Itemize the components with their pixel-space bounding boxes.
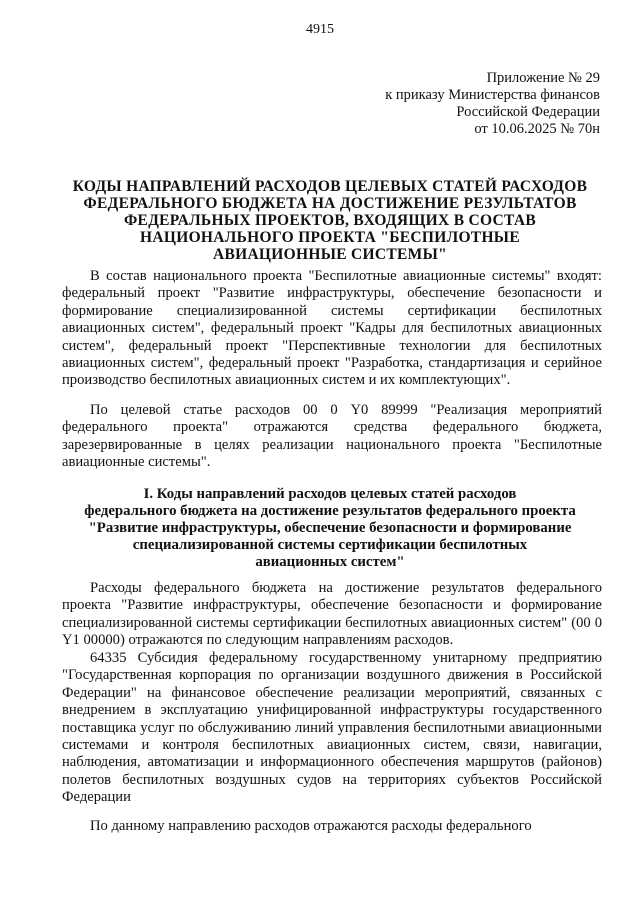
intro-paragraph xyxy=(62,402,602,472)
intro-paragraph-text: По целевой статье расходов 00 0 Y0 89999 "Реализация мероприятий федерального проекта" отражаются средства федерального бюджета, зарезервированные в целях реализации национального проекта "Беспилотные авиационные системы". xyxy=(62,402,602,471)
annex-line: Приложение № 29 xyxy=(486,70,600,86)
body-paragraph-text: 64335 Субсидия федеральному государственному унитарному предприятию "Государственная корпорация по организации воздушного движения в Российской Федерации" на финансовое обеспечение реализации мероприятий, связанных с внедрением в эксплуатацию унифицированной инфраструктуры государственного поставщика услуг по обслуживанию линий управления беспилотными авиационными системами и контроля беспилотных авиационных систем, связи, навигации, наблюдения, автоматизации и информационного обеспечения маршрутов (районов) полетов беспилотных воздушных судов на территориях субъектов Российской Федерации xyxy=(62,650,602,806)
body-paragraph-text: По данному направлению расходов отражаются расходы федерального xyxy=(90,818,532,834)
title-line: КОДЫ НАПРАВЛЕНИЙ РАСХОДОВ ЦЕЛЕВЫХ СТАТЕЙ РАСХОДОВ xyxy=(72,178,588,195)
intro-paragraph-text: В состав национального проекта "Беспилотные авиационные системы" входят: федеральный проект "Развитие инфраструктуры, обеспечение безопасности и формирование специализированной системы сертификации беспилотных авиационных систем", федеральный проект "Кадры для беспилотных авиационных систем", федеральный проект "Перспективные технологии для беспилотных авиационных систем", федеральный проект "Разработка, стандартизация и серийное производство беспилотных авиационных систем и их комплектующих". xyxy=(62,268,602,389)
body-paragraph-text: Расходы федерального бюджета на достижение результатов федерального проекта "Развитие инфраструктуры, обеспечение безопасности и формирование специализированной системы сертификации беспилотных авиационных систем" (00 0 Y1 00000) отражаются по следующим направлениям расходов. xyxy=(62,580,602,649)
intro-paragraph xyxy=(62,268,602,390)
section-heading-line: федерального бюджета на достижение результатов федерального проекта xyxy=(84,503,576,519)
page-number: 4915 xyxy=(306,22,334,37)
section-heading-line: "Развитие инфраструктуры, обеспечение безопасности и формирование xyxy=(88,520,572,536)
body-paragraph xyxy=(62,650,602,807)
body-paragraph xyxy=(62,818,602,835)
title-line: НАЦИОНАЛЬНОГО ПРОЕКТА "БЕСПИЛОТНЫЕ xyxy=(140,229,520,246)
body-paragraph xyxy=(62,580,602,650)
annex-block xyxy=(385,70,600,138)
title-line: ФЕДЕРАЛЬНОГО БЮДЖЕТА НА ДОСТИЖЕНИЕ РЕЗУЛЬТАТОВ xyxy=(83,195,577,212)
section-heading-line: авиационных систем" xyxy=(255,554,405,570)
section-heading xyxy=(60,486,600,571)
section-heading-line: специализированной системы сертификации беспилотных xyxy=(132,537,528,553)
annex-line: Российской Федерации xyxy=(456,104,600,120)
annex-line: от 10.06.2025 № 70н xyxy=(474,121,600,137)
section-heading-line: I. Коды направлений расходов целевых статей расходов xyxy=(143,486,517,502)
title-line: ФЕДЕРАЛЬНЫХ ПРОЕКТОВ, ВХОДЯЩИХ В СОСТАВ xyxy=(123,212,537,229)
document-title xyxy=(60,178,600,263)
annex-line: к приказу Министерства финансов xyxy=(385,87,600,103)
title-line: АВИАЦИОННЫЕ СИСТЕМЫ" xyxy=(212,246,448,263)
